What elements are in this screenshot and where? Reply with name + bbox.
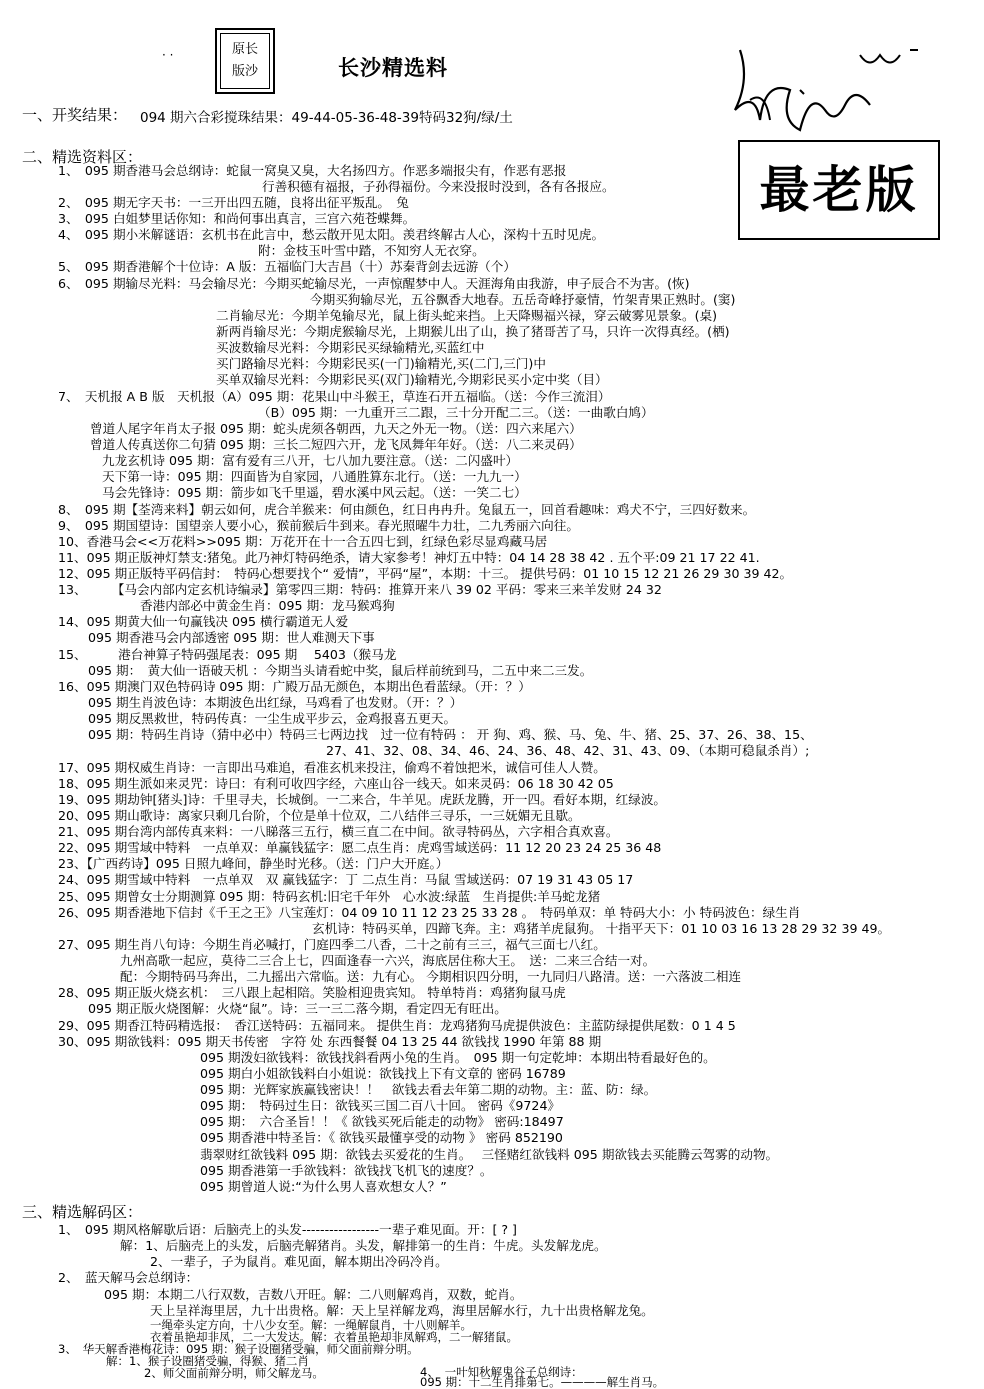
list-item: （B）095 期：一九重开三二跟，三十分开配二三。（送：一曲歌白鸠） <box>258 405 654 420</box>
list-item: 3、 华天解香港梅花诗：095 期：猴子设圈猪受骗，师父面前辩分明。 <box>58 1342 419 1356</box>
list-item: 21、095 期台湾内部传真来料：一八睇落三五行，横三直二在中间。欲寻特码丛，六字相合真欢喜。 <box>58 824 619 839</box>
list-item: 095 期曾道人说:“为什么男人喜欢想女人？” <box>200 1179 447 1194</box>
list-item: 18、095 期生派如来灵咒：诗曰：有利可收四字经，六座山谷一线天。如来灵码：06 18 30 42 05 <box>58 776 614 791</box>
list-item: 27、41、32、08、34、46、24、36、48、42、31、43、09、（本期可稳鼠杀肖）; <box>326 743 810 758</box>
list-item: 095 期白小姐欲钱料白小姐说：欲钱找上下有文章的 密码 16789 <box>200 1066 566 1081</box>
list-item: 10、香港马会<<万花料>>095 期：万花开在十一合五四七到，红绿色彩尽显鸡藏马居 <box>58 534 548 549</box>
list-item: 买单双输尽光料：今期彩民买(双门)输精光,今期彩民买小定中奖（目） <box>216 372 608 387</box>
header-dots: · · <box>162 48 174 62</box>
list-item: 095 期： 黄大仙一语破天机 ：今期当头请看蛇中奖，鼠后样前统到马，二五中来二三发。 <box>88 663 593 678</box>
list-item: 香港内部必中黄金生肖：095 期：龙马猴鸡狗 <box>140 598 395 613</box>
page-title: 长沙精选料 <box>338 56 448 80</box>
list-item: 095 期泼妇欲钱料：欲钱找斜看两小兔的生肖。 095 期一句定乾坤：本期出特看最好色的。 <box>200 1050 716 1065</box>
list-item: 玄机诗：特码买单，四蹄飞奔。主：鸡猪羊虎鼠狗。 十指平天下：01 10 03 16 13 28 29 32 39 49。 <box>312 921 891 936</box>
list-item: 095 期：光辉家族赢钱密诀！！ 欲钱去看去年第二期的动物。主：蓝、防：绿。 <box>200 1082 657 1097</box>
list-item: 解：1、猴子设圈猪受骗，得猴、猪二肖 <box>106 1354 309 1368</box>
draw-result: 094 期六合彩搅珠结果：49-44-05-36-48-39特码32狗/绿/土 <box>140 110 513 126</box>
stamp-line-1: 原长 <box>231 42 258 57</box>
list-item: 行善积德有福报，子孙得福份。今来没报时没到，各有各报应。 <box>262 179 615 194</box>
list-item: 26、095 期香港地下信封《千王之王》八宝莲灯：04 09 10 11 12 23 25 33 28 。 特码单双：单 特码大小：小 特码波色：绿生肖 <box>58 905 801 920</box>
list-item: 今期买狗输尽光，五谷飘香大地春。五岳奇峰抒豪情，竹架青果正熟时。(窦) <box>310 292 736 307</box>
list-item: 30、095 期欲钱料：095 期天书传密 字符 处 东西餐餐 04 13 25 44 欲钱找 1990 年第 88 期 <box>58 1034 602 1049</box>
list-item: 二肖输尽光：今期羊兔输尽光，鼠上街头蛇来挡。上天降赐福兴禄，穿云破雾见景象。(桌) <box>216 308 717 323</box>
stamp-inner <box>220 33 270 89</box>
list-item: 25、095 期曾女士分期测算 095 期：特码玄机:旧宅千年外 心水波:绿蓝 生肖提供:羊马蛇龙猪 <box>58 889 601 904</box>
list-item: 095 期： 六合圣旨！！《 欲钱买死后能走的动物》 密码:18497 <box>200 1114 564 1129</box>
list-item: 新两肖输尽光：今期虎猴输尽光，上期猴儿出了山，换了猪哥苦了马，只许一次得真经。(栖) <box>216 324 730 339</box>
list-item: 翡翠财红欲钱料 095 期：欲钱去买爱花的生肖。 三怪赌红欲钱料 095 期欲钱去买能腾云驾雾的动物。 <box>200 1147 779 1162</box>
list-item: 九龙玄机诗 095 期：富有爱有三八开，七八加九要注意。（送：二闪盛叶） <box>102 453 519 468</box>
list-item: 095 期香港中特圣旨：《 欲钱买最懂享受的动物 》 密码 852190 <box>200 1130 563 1145</box>
list-item: 九州高歌一起应，莫待二三合上七，四面逢春一六兴，海底居住称大王。 送：二来三合结一对。 <box>120 953 656 968</box>
list-item: 28、095 期正版火烧玄机： 三八跟上起相陪。笑脸相迎贵宾知。 特单特肖：鸡猪狗鼠马虎 <box>58 985 566 1000</box>
list-item: 095 期： 特码过生日：欲钱买三国二百八十回。 密码《9724》 <box>200 1098 561 1113</box>
list-item: 曾道人传真送你二句猜 095 期：三长二短四六开，龙飞凤舞年年好。（送：八二来灵码） <box>90 437 582 452</box>
list-item: 一绳牵头定方向，十八少女至。解：一绳解鼠肖，十八则解羊。 <box>150 1318 472 1332</box>
badge-zuilao: 最老版 <box>738 140 940 240</box>
list-item: 附：金枝玉叶雪中踏，不知穷人无衣穿。 <box>258 243 485 258</box>
list-item: 买门路输尽光料：今期彩民买(一门)输精光,买(二门,三门)中 <box>216 356 546 371</box>
list-item: 4、 一叶知秋解鬼谷子总纲诗： <box>420 1365 583 1379</box>
list-item: 14、095 期黄大仙一句赢钱决 095 横行霸道无人爱 <box>58 614 349 629</box>
list-item: 22、095 期雪域中特料 一点单双：单赢钱猛字：愿二点生肖：虎鸡雪域送码：11 12 20 23 24 25 36 48 <box>58 840 662 855</box>
list-item: 2、一辈子，子为鼠肖。难见面，解本期出冷码冷肖。 <box>150 1254 448 1269</box>
list-item: 23、【广西药诗】095 日照九峰间，静坐时光移。（送：门户大开庭。） <box>58 856 449 871</box>
list-item: 11、095 期正版神灯禁支:猪兔。此乃神灯特码绝杀，请大家参考！神灯五中特：04 14 28 38 42 . 五个平:09 21 17 22 41. <box>58 550 760 565</box>
list-item: 095 期生肖波色诗：本期波色出红绿，马鸡看了也发财。（开：？） <box>88 695 463 710</box>
list-item: 4、 095 期小米解谜语：玄机书在此言中，愁云散开见太阳。羡君终解古人心，深构十五时见虎。 <box>58 227 605 242</box>
list-item: 24、095 期雪域中特料 一点单双 双 赢钱猛字：丁 二点生肖：马鼠 雪域送码：07 19 31 43 05 17 <box>58 872 634 887</box>
list-item: 马会先锋诗：095 期：箭步如飞千里遥，碧水溪中风云起。（送：一笑二七） <box>102 485 527 500</box>
list-item: 15、 港台神算子特码强尾表：095 期 5403（猴马龙 <box>58 647 397 662</box>
list-item: 衣着虽艳却非凤，二一大发达。解：衣着虽艳却非凤解鸡，二一解猪鼠。 <box>150 1330 518 1344</box>
list-item: 6、 095 期输尽光料：马会输尽光：今期买蛇输尽光，一声惊醒梦中人。天涯海角由我游，申子辰合不为害。(恢) <box>58 276 690 291</box>
list-item: 1、 095 期香港马会总纲诗：蛇鼠一窝臭又臭，大名扬四方。作恶多端报尖有，作恶有恶报 <box>58 163 567 178</box>
list-item: 27、095 期生肖八句诗：今期生肖必喊打，门庭四季二八香，二十之前有三三，福气三面七八红。 <box>58 937 606 952</box>
list-item: 3、 095 白姐梦里话你知：和尚何事出真言，三宫六苑苍蝶舞。 <box>58 211 416 226</box>
list-item: 16、095 期澳门双色特码诗 095 期：广殿万品无颜色，本期出色看蓝绿。（开：？） <box>58 679 531 694</box>
list-item: 20、095 期山歌诗：离家只剩几台阶，个位是单十位双，二八结伴三寻乐，一三妩媚无且歇。 <box>58 808 581 823</box>
list-item: 解：1、后脑壳上的头发，后脑壳解猪肖。头发，解排第一的生肖：牛虎。头发解龙虎。 <box>120 1238 607 1253</box>
list-item: 8、 095 期【荃湾来料】朝云如何，虎合羊猴来：何由颜色，红日冉冉升。兔鼠五一，回首看趣味：鸡犬不宁，三四好数来。 <box>58 502 756 517</box>
list-item: 095 期：十二生肖排第七。————解生肖马。 <box>420 1375 665 1389</box>
list-item: 2、师父面前辩分明，师父解龙马。 <box>144 1366 324 1380</box>
list-item: 9、 095 期国望诗：国望亲人要小心，猴前猴后牛到来。春光照曜牛力壮，二九秀丽六向往。 <box>58 518 579 533</box>
list-item: 17、095 期权威生肖诗：一言即出马难追，看准玄机来投注，偷鸡不着蚀把米，诚信可佳人人赞。 <box>58 760 606 775</box>
list-item: 12、095 期正版特平码信封： 特码心想要找个“ 爱情”，平码“屋”，本期：十三。 提供号码：01 10 15 12 21 26 29 30 39 42。 <box>58 566 793 581</box>
list-item: 095 期香港马会内部透密 095 期：世人难测天下事 <box>88 630 375 645</box>
list-item: 曾道人尾字年肖太子报 095 期：蛇头虎须各朝西，九天之外无一物。（送：四六来尾六） <box>90 421 582 436</box>
list-item: 买波数输尽光料：今期彩民买绿输精光,买蓝红中 <box>216 340 485 355</box>
list-item: 095 期：本期二八行双数，吉数八开旺。解：二八则解鸡肖，双数，蛇肖。 <box>104 1287 523 1302</box>
section3-heading: 三、精选解码区： <box>22 1203 143 1221</box>
list-item: 19、095 期劫钟[猪头]诗：千里寻夫，长城倒。一二来合，牛羊见。虎跃龙腾，开一四。看好本期，红绿波。 <box>58 792 667 807</box>
stamp-line-2: 版沙 <box>231 64 258 79</box>
list-item: 5、 095 期香港解个十位诗：A 版：五福临门大吉昌（十）苏秦背剑去远游（个） <box>58 259 516 274</box>
list-item: 2、 蓝天解马会总纲诗： <box>58 1270 199 1285</box>
list-item: 2、 095 期无字天书：一三开出四五随，良将出征平叛乱。 兔 <box>58 195 409 210</box>
list-item: 配：今期特码马奔出，二九摇出六常临。送：九有心。 今期相识四分明，一九同归八路清。送：一六落波二相连 <box>120 969 742 984</box>
list-item: 095 期：特码生肖诗（猜中必中）特码三七两边找 过一位有特码 ： 开 狗、鸡、猴、马、兔、牛、猪、25、37、26、38、15、 <box>88 727 813 742</box>
list-item: 1、 095 期风格解歇后语：后脑壳上的头发-----------------一辈子难见面。开：[ ? ] <box>58 1222 517 1237</box>
list-item: 天上呈祥海里居，九十出贵格。解：天上呈祥解龙鸡，海里居解水行，九十出贵格解龙兔。 <box>150 1303 654 1318</box>
list-item: 095 期正版火烧图解：火烧“鼠”。诗：三一三二落今期，看定四无有旺出。 <box>88 1001 507 1016</box>
section1-heading: 一、开奖结果： <box>22 106 128 124</box>
list-item: 7、 天机报 A B 版 天机报（A）095 期：花果山中斗猴王，草连石开五福临。（送：今作三流泪） <box>58 389 611 404</box>
list-item: 095 期反黑救世，特码传真：一尘生成平步云，金鸡报喜五更天。 <box>88 711 457 726</box>
section2-heading: 二、精选资料区： <box>22 148 143 166</box>
list-item: 天下第一诗：095 期：四面皆为自家园，八通胜算东北行。（送：一九九一） <box>102 469 527 484</box>
list-item: 13、 【马会内部内定玄机诗编录】第零四三期：特码：推算开来八 39 02 平码：零来三来羊发财 24 32 <box>58 582 662 597</box>
list-item: 095 期香港第一手欲钱料：欲钱找飞机飞的速度？。 <box>200 1163 493 1178</box>
list-item: 29、095 期香江特码精选报： 香江送特码：五福同来。 提供生肖：龙鸡猪狗马虎提供波色：主蓝防绿提供尾数：0 1 4 5 <box>58 1018 736 1033</box>
stamp-box <box>215 28 275 94</box>
